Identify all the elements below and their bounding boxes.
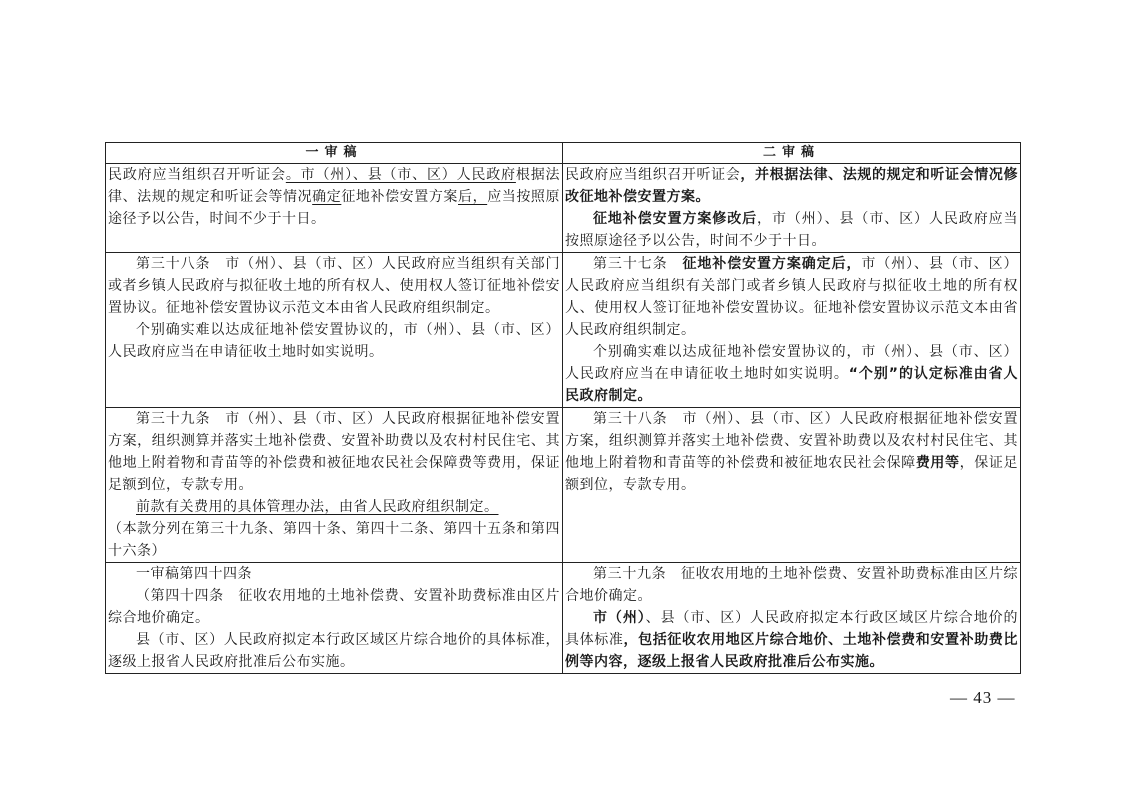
text: 个别确实难以达成征地补偿安置协议的，市（州）、县（市、区）人民政府应当在申请征收土地时如实说明。 <box>565 344 1018 382</box>
first-draft-cell <box>106 563 563 674</box>
bold-text: 征地补偿安置方案修改后 <box>593 211 758 227</box>
paragraph <box>565 208 1018 252</box>
article-37-paragraph <box>565 253 1018 341</box>
underlined-text: 前款有关费用的具体管理办法，由省人民政府组织制定。 <box>136 499 499 515</box>
article-39-paragraph: 第三十九条 征收农用地的土地补偿费、安置补助费标准由区片综合地价确定。 <box>565 566 1018 604</box>
bold-text: ，包括征收农用地区片综合地价、土地补偿费和安置补助费比例等内容，逐级上报省人民政府批准后公布实施。 <box>565 632 1019 670</box>
paragraph: 一审稿第四十四条 <box>136 566 252 582</box>
first-draft-cell <box>106 253 563 408</box>
table-row <box>106 253 1021 408</box>
article-38-paragraph <box>565 408 1018 496</box>
paragraph <box>108 164 560 230</box>
paragraph: 个别确实难以达成征地补偿安置协议的，市（州）、县（市、区）人民政府应当在申请征收土地时如实说明。 <box>108 322 560 360</box>
text: 民政府应当组织召开听证会 <box>108 167 286 183</box>
table-row <box>106 563 1021 674</box>
text: 民政府应当组织召开听证会 <box>565 167 741 183</box>
article-39-paragraph: 第三十九条 市（州）、县（市、区）人民政府根据征地补偿安置方案，组织测算并落实土地补偿费、安置补助费以及农村村民住宅、其他地上附着物和青苗等的补偿费和被征地农民社会保障费等费用，保证足额到位，专款专用。 <box>108 411 560 493</box>
first-draft-cell <box>106 164 563 253</box>
table-row <box>106 408 1021 563</box>
bold-text: 市（州） <box>593 610 646 626</box>
second-draft-cell <box>563 253 1021 408</box>
paragraph <box>108 496 560 518</box>
text: 征地补偿安置方案 <box>341 189 459 205</box>
second-draft-cell <box>563 563 1021 674</box>
second-draft-cell <box>563 164 1021 253</box>
bold-text: ，并根据法律、法规的规定和听证会情况修改征地补偿安置方案。 <box>565 167 1019 205</box>
article-38-paragraph: 第三十八条 市（州）、县（市、区）人民政府应当组织有关部门或者乡镇人民政府与拟征收土地的所有权人、使用权人签订征地补偿安置协议。征地补偿安置协议示范文本由省人民政府组织制定。 <box>108 256 560 316</box>
paragraph <box>565 164 1018 208</box>
text: 第三十八条 市（州）、县（市、区）人民政府根据征地补偿安置方案，组织测算并落实土地补偿费、安置补助费以及农村村民住宅、其他地上附着物和青苗等的补偿费和被征地农民社会保障 <box>565 411 1018 471</box>
page-number: — 43 — <box>950 688 1016 707</box>
text: 、县（市、区）人民政府拟定本行政区域区片综合地价的具体标准 <box>565 610 1019 648</box>
text: 根据法律、法规的规定和听证会等情况 <box>108 167 561 205</box>
second-draft-cell <box>563 408 1021 563</box>
bold-text: “个别”的认定标准由省人民政府制定。 <box>565 366 1018 404</box>
comparison-table <box>105 142 1021 674</box>
paragraph: （第四十四条 征收农用地的土地补偿费、安置补助费标准由区片综合地价确定。 <box>108 588 560 626</box>
bold-text: 费用等 <box>915 455 960 471</box>
header-first-draft: 一审稿 <box>106 143 563 164</box>
underlined-text: 确定 <box>312 189 342 205</box>
paragraph <box>565 341 1018 407</box>
first-draft-cell <box>106 408 563 563</box>
paragraph <box>565 607 1018 673</box>
header-row <box>106 143 1021 164</box>
note-paragraph: （本款分列在第三十九条、第四十条、第四十二条、第四十五条和第四十六条） <box>108 521 560 559</box>
text: 市（州）、县（市、区）人民政府应当组织有关部门或者乡镇人民政府与拟征收土地的所有权人、使用权人签订征地补偿安置协议。征地补偿安置协议示范文本由省人民政府组织制定。 <box>565 256 1019 338</box>
table-row <box>106 164 1021 253</box>
bold-text: 征地补偿安置方案确定后， <box>682 256 862 272</box>
text: 第三十七条 <box>593 256 683 272</box>
paragraph: 县（市、区）人民政府拟定本行政区域区片综合地价的具体标准，逐级上报省人民政府批准后公布实施。 <box>108 632 560 670</box>
header-second-draft: 二审稿 <box>563 143 1021 164</box>
underlined-text: 后， <box>458 189 488 205</box>
text: ，保证足额到位，专款专用。 <box>565 455 1019 493</box>
text: 应当按照原途径予以公告，时间不少于十日。 <box>108 189 561 227</box>
text: ，市（州）、县（市、区）人民政府应当按照原途径予以公告，时间不少于十日。 <box>565 211 1019 249</box>
underlined-text: 。市（州）、县（市、区）人民政府 <box>285 167 516 183</box>
